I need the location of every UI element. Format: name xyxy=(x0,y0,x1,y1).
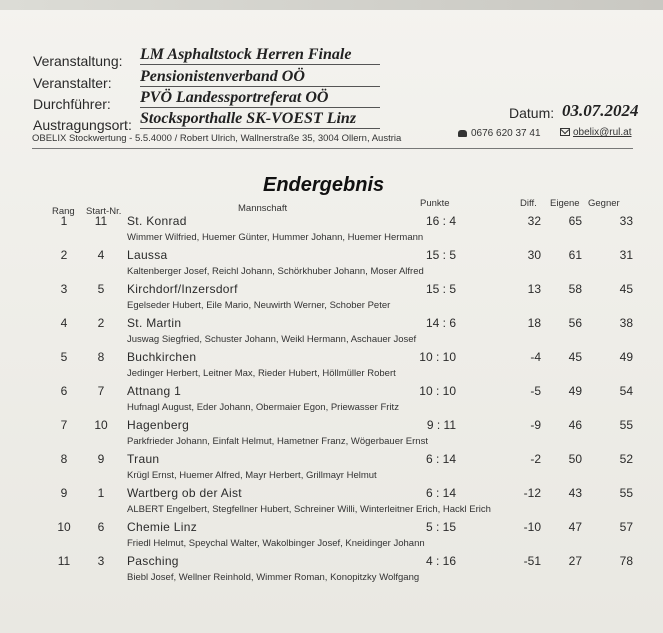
diff-cell: -12 xyxy=(523,486,541,500)
team-name: Hagenberg xyxy=(127,418,190,432)
col-start: Start-Nr. xyxy=(86,206,122,217)
table-row xyxy=(0,384,663,417)
team-name: Kirchdorf/Inzersdorf xyxy=(127,282,238,296)
software-info: OBELIX Stockwertung - 5.5.4000 / Robert Ulrich, Wallnerstraße 35, 3004 Ollern, Austria xyxy=(32,133,402,144)
start-number-cell: 9 xyxy=(97,452,105,466)
rank-cell: 3 xyxy=(60,282,68,296)
phone-number: 0676 620 37 41 xyxy=(471,128,541,139)
table-row xyxy=(0,452,663,485)
start-number-cell: 3 xyxy=(97,554,105,568)
points-cell: 10 : 10 xyxy=(419,384,456,398)
table-row xyxy=(0,486,663,519)
email xyxy=(560,127,632,138)
durchfuehrer-label: Durchführer: xyxy=(33,96,111,112)
team-name: Buchkirchen xyxy=(127,350,197,364)
table-row xyxy=(0,282,663,315)
start-number-cell: 8 xyxy=(97,350,105,364)
points-cell: 6 : 14 xyxy=(425,452,456,466)
own-score-cell: 47 xyxy=(568,520,582,534)
veranstalter-underline xyxy=(140,86,380,87)
durchfuehrer-value: PVÖ Landessportreferat OÖ xyxy=(140,89,329,106)
opponent-score-cell: 45 xyxy=(619,282,633,296)
own-score-cell: 56 xyxy=(568,316,582,330)
players-line: Hufnagl August, Eder Johann, Obermaier Egon, Priewasser Fritz xyxy=(127,402,399,413)
players-line: Kaltenberger Josef, Reichl Johann, Schörkhuber Johann, Moser Alfred xyxy=(127,266,424,277)
own-score-cell: 58 xyxy=(568,282,582,296)
players-line: Juswag Siegfried, Schuster Johann, Weikl Hermann, Aschauer Josef xyxy=(127,334,417,345)
players-line: Jedinger Herbert, Leitner Max, Rieder Hubert, Höllmüller Robert xyxy=(127,368,396,379)
players-line: Wimmer Wilfried, Huemer Günter, Hummer Johann, Huemer Hermann xyxy=(127,232,424,243)
start-number-cell: 4 xyxy=(97,248,105,262)
phone xyxy=(458,128,541,139)
durchfuehrer-underline xyxy=(140,107,380,108)
own-score-cell: 65 xyxy=(568,214,582,228)
datum-label: Datum: xyxy=(509,105,555,121)
veranstaltung-label: Veranstaltung: xyxy=(33,53,123,69)
start-number-cell: 11 xyxy=(94,214,108,228)
start-number-cell: 2 xyxy=(97,316,105,330)
team-name: Wartberg ob der Aist xyxy=(127,486,242,500)
team-name: St. Konrad xyxy=(127,214,187,228)
diff-cell: -10 xyxy=(523,520,541,534)
players-line: Krügl Ernst, Huemer Alfred, Mayr Herbert, Grillmayr Helmut xyxy=(127,470,377,481)
players-line: Egelseder Hubert, Eile Mario, Neuwirth Werner, Schober Peter xyxy=(127,300,391,311)
table-row xyxy=(0,350,663,383)
table-row xyxy=(0,316,663,349)
points-cell: 10 : 10 xyxy=(419,350,456,364)
opponent-score-cell: 31 xyxy=(619,248,633,262)
opponent-score-cell: 33 xyxy=(619,214,633,228)
header-divider xyxy=(32,148,633,149)
rank-cell: 8 xyxy=(60,452,68,466)
opponent-score-cell: 38 xyxy=(619,316,633,330)
own-score-cell: 49 xyxy=(568,384,582,398)
team-name: Pasching xyxy=(127,554,179,568)
table-row xyxy=(0,520,663,553)
rank-cell: 2 xyxy=(60,248,68,262)
players-line: Friedl Helmut, Speychal Walter, Wakolbinger Josef, Kneidinger Johann xyxy=(127,538,425,549)
veranstalter-label: Veranstalter: xyxy=(33,75,112,91)
rank-cell: 6 xyxy=(60,384,68,398)
table-row xyxy=(0,214,663,247)
rank-cell: 4 xyxy=(60,316,68,330)
diff-cell: 30 xyxy=(527,248,541,262)
opponent-score-cell: 55 xyxy=(619,418,633,432)
table-row xyxy=(0,418,663,451)
players-line: Parkfrieder Johann, Einfalt Helmut, Hametner Franz, Wögerbauer Ernst xyxy=(127,436,428,447)
opponent-score-cell: 78 xyxy=(619,554,633,568)
team-name: St. Martin xyxy=(127,316,182,330)
players-line: Biebl Josef, Wellner Reinhold, Wimmer Roman, Konopitzky Wolfgang xyxy=(127,572,420,583)
opponent-score-cell: 57 xyxy=(619,520,633,534)
rank-cell: 9 xyxy=(60,486,68,500)
team-name: Laussa xyxy=(127,248,168,262)
top-edge xyxy=(0,0,663,10)
own-score-cell: 50 xyxy=(568,452,582,466)
team-name: Chemie Linz xyxy=(127,520,197,534)
rank-cell: 11 xyxy=(57,554,71,568)
veranstalter-value: Pensionistenverband OÖ xyxy=(140,68,305,85)
diff-cell: 13 xyxy=(527,282,541,296)
points-cell: 16 : 4 xyxy=(425,214,456,228)
start-number-cell: 1 xyxy=(97,486,105,500)
col-gegner: Gegner xyxy=(588,198,620,209)
start-number-cell: 10 xyxy=(94,418,108,432)
points-cell: 15 : 5 xyxy=(425,282,456,296)
team-name: Attnang 1 xyxy=(127,384,182,398)
points-cell: 14 : 6 xyxy=(425,316,456,330)
diff-cell: 18 xyxy=(527,316,541,330)
rank-cell: 10 xyxy=(57,520,71,534)
start-number-cell: 6 xyxy=(97,520,105,534)
own-score-cell: 43 xyxy=(568,486,582,500)
points-cell: 4 : 16 xyxy=(425,554,456,568)
col-rang: Rang xyxy=(52,206,75,217)
own-score-cell: 45 xyxy=(568,350,582,364)
start-number-cell: 7 xyxy=(97,384,105,398)
diff-cell: -51 xyxy=(523,554,541,568)
rank-cell: 1 xyxy=(60,214,68,228)
rank-cell: 7 xyxy=(60,418,68,432)
col-eigene: Eigene xyxy=(550,198,580,209)
col-punkte: Punkte xyxy=(420,198,450,209)
diff-cell: -2 xyxy=(530,452,541,466)
own-score-cell: 27 xyxy=(568,554,582,568)
austragungsort-value: Stocksporthalle SK-VOEST Linz xyxy=(140,110,357,127)
opponent-score-cell: 54 xyxy=(619,384,633,398)
points-cell: 9 : 11 xyxy=(426,418,456,432)
opponent-score-cell: 49 xyxy=(619,350,633,364)
diff-cell: -9 xyxy=(530,418,541,432)
start-number-cell: 5 xyxy=(97,282,105,296)
phone-icon xyxy=(458,130,467,137)
own-score-cell: 61 xyxy=(568,248,582,262)
points-cell: 15 : 5 xyxy=(425,248,456,262)
mail-icon xyxy=(560,128,570,136)
points-cell: 6 : 14 xyxy=(425,486,456,500)
page-title: Endergebnis xyxy=(263,174,385,196)
table-row xyxy=(0,554,663,587)
austragungsort-label: Austragungsort: xyxy=(33,117,132,133)
veranstaltung-underline xyxy=(140,64,380,65)
diff-cell: -5 xyxy=(530,384,541,398)
email-address[interactable]: obelix@rul.at xyxy=(573,127,632,138)
austragungsort-underline xyxy=(140,128,380,129)
veranstaltung-value: LM Asphaltstock Herren Finale xyxy=(140,46,352,63)
col-mannschaft: Mannschaft xyxy=(238,203,288,214)
own-score-cell: 46 xyxy=(568,418,582,432)
opponent-score-cell: 52 xyxy=(619,452,633,466)
diff-cell: -4 xyxy=(530,350,541,364)
diff-cell: 32 xyxy=(527,214,541,228)
team-name: Traun xyxy=(127,452,160,466)
datum-value: 03.07.2024 xyxy=(562,101,639,120)
players-line: ALBERT Engelbert, Stegfellner Hubert, Schreiner Willi, Winterleitner Erich, Hackl Erich xyxy=(127,504,491,515)
col-diff: Diff. xyxy=(520,198,537,209)
points-cell: 5 : 15 xyxy=(425,520,456,534)
table-row xyxy=(0,248,663,281)
opponent-score-cell: 55 xyxy=(619,486,633,500)
rank-cell: 5 xyxy=(60,350,68,364)
